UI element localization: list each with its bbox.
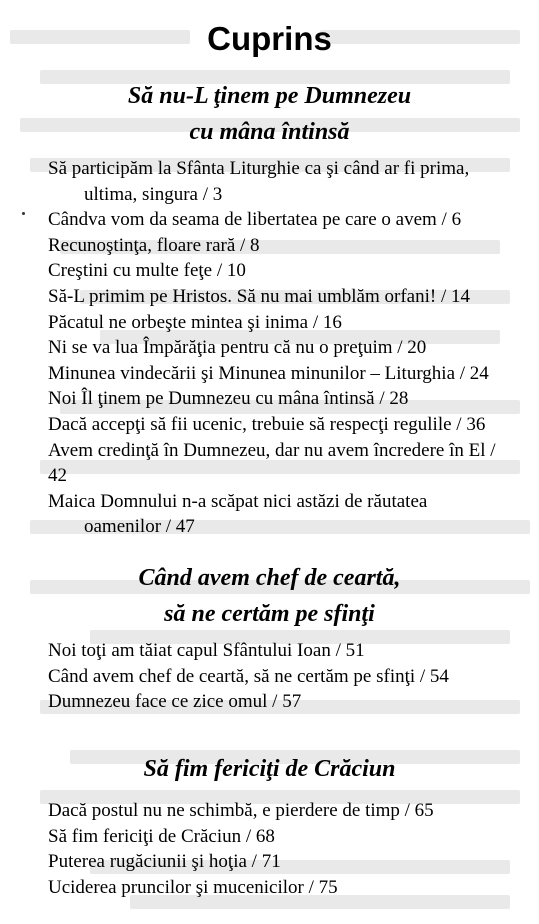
- toc-entry: Să fim fericiţi de Crăciun / 68: [48, 825, 275, 847]
- section-heading: [0, 751, 539, 787]
- toc-entry: Creştini cu multe feţe / 10: [48, 260, 246, 282]
- section-heading: [0, 78, 539, 150]
- section-heading: [0, 560, 539, 632]
- toc-entry: Dumnezeu face ce zice omul / 57: [48, 691, 302, 713]
- toc-entry: Să-L primim pe Hristos. Să nu mai umblăm orfani! / 14: [48, 285, 470, 307]
- toc-entry-text: Maica Domnului n-a scăpat nici astăzi de răutatea: [48, 490, 428, 512]
- toc-entry: Cândva vom da seama de libertatea pe care o avem / 6: [48, 209, 462, 231]
- section-heading-line: Să nu-L ţinem pe Dumnezeu: [127, 83, 412, 109]
- toc-list: [48, 156, 518, 540]
- section-heading-line: să ne certăm pe sfinţi: [164, 601, 375, 627]
- toc-entry: Noi Îl ţinem pe Dumnezeu cu mâna întinsă / 28: [48, 388, 409, 410]
- toc-entry: Uciderea pruncilor şi mucenicilor / 75: [48, 876, 338, 898]
- toc-entry: [48, 156, 518, 207]
- toc-entry: Dacă accepţi să fii ucenic, trebuie să respecţi regulile / 36: [48, 413, 486, 435]
- section-heading-line: cu mâna întinsă: [189, 119, 350, 145]
- toc-entry-continuation: oamenilor / 47: [84, 516, 195, 538]
- toc-entry: Dacă postul nu ne schimbă, e pierdere de timp / 65: [48, 800, 434, 821]
- page-title: Cuprins: [207, 20, 332, 57]
- toc-list: [48, 798, 518, 900]
- toc-entry: Când avem chef de ceartă, să ne certăm pe sfinţi / 54: [48, 665, 449, 687]
- toc-entry: Minunea vindecării şi Minunea minunilor – Liturghia / 24: [48, 362, 489, 384]
- section-heading-line: Când avem chef de ceartă,: [138, 565, 401, 591]
- toc-entry: Noi toţi am tăiat capul Sfântului Ioan / 51: [48, 640, 365, 661]
- toc-entry: Ni se va lua Împărăţia pentru că nu o preţuim / 20: [48, 337, 427, 359]
- stray-mark: [22, 212, 25, 215]
- toc-entry: Recunoştinţa, floare rară / 8: [48, 234, 260, 256]
- toc-entry: Puterea rugăciunii şi hoţia / 71: [48, 851, 281, 873]
- toc-entry-text: Să participăm la Sfânta Liturghie ca şi când ar fi prima,: [48, 158, 470, 179]
- toc-entry-continuation: ultima, singura / 3: [84, 183, 223, 205]
- section-heading-line: Să fim fericiţi de Crăciun: [143, 756, 396, 782]
- toc-entry: Avem credinţă în Dumnezeu, dar nu avem încredere în El / 42: [48, 439, 496, 487]
- toc-entry: [48, 489, 518, 540]
- toc-list: [48, 638, 518, 715]
- toc-entry: Păcatul ne orbeşte mintea şi inima / 16: [48, 311, 342, 333]
